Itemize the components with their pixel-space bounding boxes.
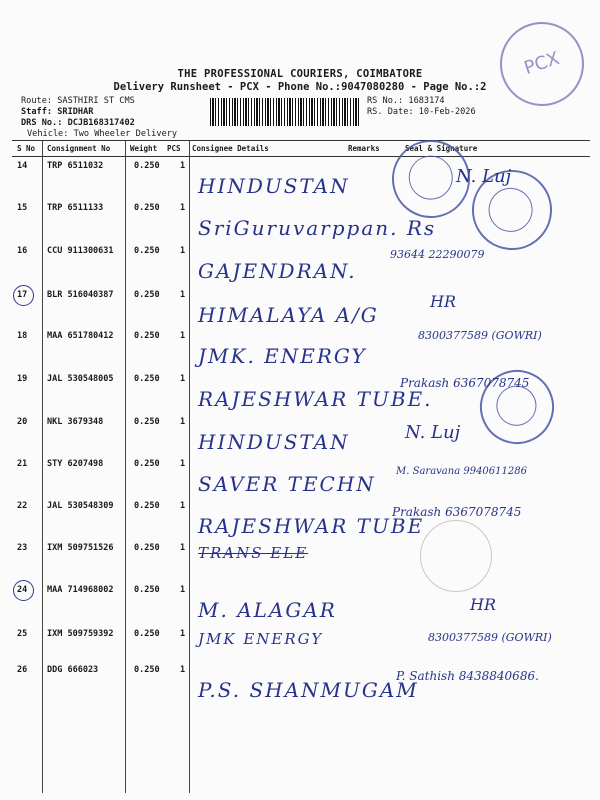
row-sno: 22: [17, 501, 28, 511]
row-weight: 0.250: [134, 501, 160, 511]
row-consignment: CCU 911300631: [47, 246, 114, 256]
row-weight: 0.250: [134, 331, 160, 341]
row-weight: 0.250: [134, 246, 160, 256]
row-weight: 0.250: [134, 290, 160, 300]
sno-circle-mark: [13, 580, 34, 601]
runsheet-meta-right: [367, 96, 476, 118]
header-rule: [12, 156, 590, 157]
signature-handwritten: Prakash 6367078745: [400, 376, 530, 390]
row-sno: 16: [17, 246, 28, 256]
row-consignment: STY 6207498: [47, 459, 104, 469]
sno-circle-mark: [13, 285, 34, 306]
row-weight: 0.250: [134, 665, 160, 675]
row-pcs: 1: [180, 543, 186, 553]
rs-date: RS. Date: 10-Feb-2026: [367, 107, 476, 117]
row-pcs: 1: [180, 665, 186, 675]
row-consignment: IXM 509759392: [47, 629, 114, 639]
row-weight: 0.250: [134, 203, 160, 213]
signature-handwritten: HR: [430, 292, 456, 311]
row-consignment: TRP 6511133: [47, 203, 104, 213]
row-weight: 0.250: [134, 585, 160, 595]
signature-handwritten: N. Luj: [456, 166, 512, 187]
row-pcs: 1: [180, 290, 186, 300]
pcx-stamp: PCX: [489, 11, 595, 117]
row-sno: 18: [17, 331, 28, 341]
route-label: Route: SASTHIRI ST CMS: [21, 96, 135, 106]
row-pcs: 1: [180, 331, 186, 341]
row-weight: 0.250: [134, 459, 160, 469]
consignee-handwritten: JMK ENERGY: [198, 630, 324, 648]
consignee-handwritten: RAJESHWAR TUBE.: [198, 387, 433, 411]
consignee-handwritten: RAJESHWAR TUBE: [198, 514, 425, 538]
table-header: [12, 144, 590, 156]
row-sno: 19: [17, 374, 28, 384]
row-consignment: DDG 666023: [47, 665, 99, 675]
row-sno: 15: [17, 203, 28, 213]
drs-number: DRS No.: DCJB168317402: [21, 118, 135, 128]
barcode: [210, 98, 360, 126]
signature-handwritten: Prakash 6367078745: [392, 505, 522, 519]
consignee-handwritten: HIMALAYA A/G: [198, 303, 379, 327]
runsheet-meta-left: [21, 96, 177, 140]
row-consignment: JAL 530548309: [47, 501, 114, 511]
row-sno: 14: [17, 161, 28, 171]
row-sno: 21: [17, 459, 28, 469]
signature-handwritten: P. Sathish 8438840686.: [396, 669, 539, 683]
consignee-handwritten: HINDUSTAN: [198, 430, 350, 454]
consignee-handwritten: HINDUSTAN: [198, 174, 350, 198]
col-sno: S No: [17, 144, 36, 153]
row-pcs: 1: [180, 417, 186, 427]
row-sno: 17: [17, 290, 28, 300]
row-consignment: JAL 530548005: [47, 374, 114, 384]
col-seal-signature: Seal & Signature: [405, 144, 478, 153]
row-sno: 24: [17, 585, 28, 595]
row-weight: 0.250: [134, 629, 160, 639]
signature-handwritten: 8300377589 (GOWRI): [418, 329, 542, 342]
row-weight: 0.250: [134, 543, 160, 553]
row-consignment: IXM 509751526: [47, 543, 114, 553]
row-weight: 0.250: [134, 417, 160, 427]
row-consignment: TRP 6511032: [47, 161, 104, 171]
row-pcs: 1: [180, 629, 186, 639]
row-sno: 20: [17, 417, 28, 427]
consignee-handwritten: SriGuruvarppan. Rs: [198, 216, 437, 240]
consignee-handwritten: P.S. SHANMUGAM: [198, 678, 419, 702]
row-pcs: 1: [180, 459, 186, 469]
signature-handwritten: 93644 22290079: [390, 248, 485, 261]
row-consignment: MAA 714968002: [47, 585, 114, 595]
signature-handwritten: M. Saravana 9940611286: [396, 466, 527, 477]
col-pcs: PCS: [167, 144, 181, 153]
row-pcs: 1: [180, 374, 186, 384]
row-consignment: NKL 3679348: [47, 417, 104, 427]
signature-handwritten: HR: [470, 595, 496, 614]
row-sno: 23: [17, 543, 28, 553]
row-weight: 0.250: [134, 161, 160, 171]
row-sno: 25: [17, 629, 28, 639]
row-pcs: 1: [180, 161, 186, 171]
consignee-handwritten: JMK. ENERGY: [198, 344, 367, 368]
col-weight: Weight: [130, 144, 158, 153]
signature-handwritten: 8300377589 (GOWRI): [428, 631, 552, 644]
row-weight: 0.250: [134, 374, 160, 384]
row-pcs: 1: [180, 501, 186, 511]
rs-number: RS No.: 1683174: [367, 96, 445, 106]
consignee-handwritten: SAVER TECHN: [198, 472, 376, 496]
row-pcs: 1: [180, 203, 186, 213]
consignee-handwritten: TRANS ELE: [198, 544, 309, 562]
staff-label: Staff: SRIDHAR: [21, 107, 94, 117]
row-consignment: BLR 516040387: [47, 290, 114, 300]
company-name: THE PROFESSIONAL COURIERS, COIMBATORE: [177, 68, 423, 80]
consignee-handwritten: M. ALAGAR: [198, 598, 337, 622]
vehicle-label: Vehicle: Two Wheeler Delivery: [27, 129, 178, 139]
row-sno: 26: [17, 665, 28, 675]
col-consignment: Consignment No: [47, 144, 111, 153]
consignee-handwritten: GAJENDRAN.: [198, 259, 357, 283]
row-pcs: 1: [180, 585, 186, 595]
col-consignee: Consignee Details: [192, 144, 269, 153]
row-pcs: 1: [180, 246, 186, 256]
runsheet-title: Delivery Runsheet - PCX - Phone No.:9047080280 - Page No.:2: [113, 81, 487, 93]
col-remarks: Remarks: [348, 144, 380, 153]
faint-seal: [420, 520, 492, 592]
row-consignment: MAA 651780412: [47, 331, 114, 341]
signature-handwritten: N. Luj: [405, 422, 461, 443]
